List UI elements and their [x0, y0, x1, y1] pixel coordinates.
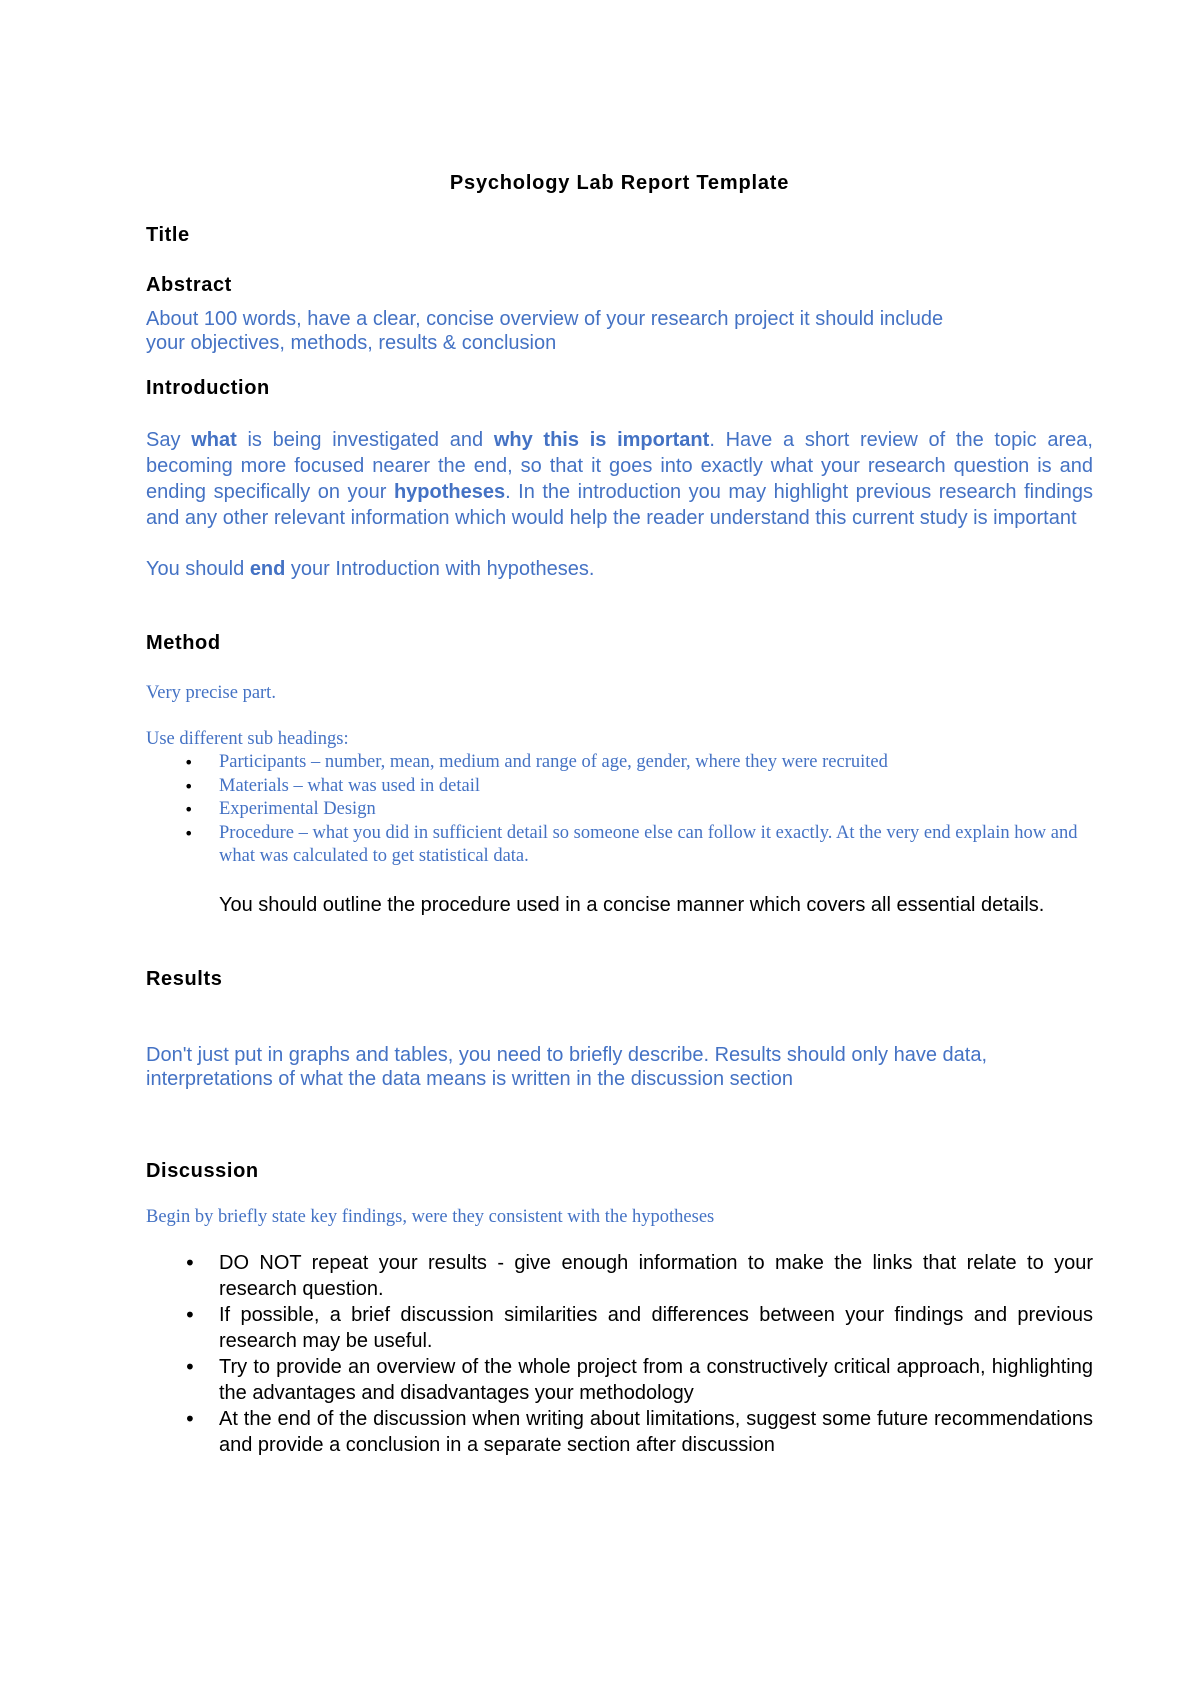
procedure-note: You should outline the procedure used in a concise manner which covers all essential details. — [219, 893, 1045, 916]
results-text — [146, 1042, 1093, 1090]
bullet-icon: • — [184, 753, 194, 772]
discussion-list — [146, 1250, 1093, 1458]
title-heading: Title — [146, 224, 190, 246]
list-item — [146, 751, 1093, 775]
discussion-item-overview: Try to provide an overview of the whole project from a constructively critical approach, highlighting the advantages and disadvantages your methodology — [219, 1356, 1093, 1404]
abstract-line-2: your objectives, methods, results & conclusion — [146, 332, 557, 354]
list-item — [146, 775, 1093, 799]
method-item-materials: Materials – what was used in detail — [219, 775, 480, 796]
intro-bold-what: what — [191, 429, 237, 451]
abstract-text — [146, 306, 1093, 354]
document-title: Psychology Lab Report Template — [449, 172, 790, 194]
document-page — [146, 170, 1093, 1458]
method-subheadings-intro: Use different sub headings: — [146, 728, 349, 749]
introduction-paragraph — [146, 427, 1093, 531]
list-item — [146, 1354, 1093, 1406]
intro-text-2: is being investigated and — [236, 429, 494, 451]
introduction-heading: Introduction — [146, 377, 270, 399]
method-item-design: Experimental Design — [219, 799, 376, 819]
intro-bold-hypotheses: hypotheses — [393, 481, 506, 503]
bullet-icon: • — [184, 800, 194, 819]
bullet-icon: • — [184, 1303, 196, 1327]
method-heading: Method — [146, 632, 221, 654]
intro-bold-why: why this is important — [493, 429, 710, 451]
method-subheadings-list — [146, 751, 1093, 869]
bullet-icon: • — [184, 823, 194, 843]
intro-end-text-1: You should — [146, 558, 250, 580]
intro-text-1: Say — [146, 429, 192, 451]
results-line-1: Don't just put in graphs and tables, you need to briefly describe. Results should only have data, — [146, 1043, 987, 1066]
discussion-item-repeat: DO NOT repeat your results - give enough information to make the links that relate to your research question. — [219, 1252, 1093, 1300]
list-item — [146, 822, 1093, 869]
list-item — [146, 1302, 1093, 1354]
results-line-2: interpretations of what the data means is written in the discussion section — [146, 1067, 794, 1090]
introduction-end-note — [146, 556, 1093, 582]
list-item — [146, 1250, 1093, 1302]
bullet-icon: • — [184, 1355, 196, 1379]
intro-text-3: . Have a short review of the topic area, becoming more focused nearer the end, so that it goes into exactly what your research question is and ending specifically on your — [146, 429, 1093, 503]
method-precise-note: Very precise part. — [146, 683, 276, 703]
bullet-icon: • — [184, 1407, 196, 1431]
method-item-procedure: Procedure – what you did in sufficient detail so someone else can follow it exactly. At the very end explain how and what was calculated to get statistical data. — [219, 822, 1078, 866]
abstract-heading: Abstract — [146, 274, 232, 296]
discussion-heading: Discussion — [146, 1159, 259, 1182]
discussion-item-similarities: If possible, a brief discussion similarities and differences between your findings and previous research may be useful. — [219, 1304, 1093, 1352]
discussion-item-limitations: At the end of the discussion when writing about limitations, suggest some future recommendations and provide a conclusion in a separate section after discussion — [219, 1408, 1093, 1456]
discussion-intro: Begin by briefly state key findings, were they consistent with the hypotheses — [146, 1206, 715, 1227]
intro-end-text-2: your Introduction with hypotheses. — [285, 558, 595, 580]
method-item-participants: Participants – number, mean, medium and range of age, gender, where they were recruited — [219, 752, 888, 772]
intro-bold-end: end — [249, 558, 286, 580]
list-item — [146, 798, 1093, 822]
results-heading: Results — [146, 967, 223, 990]
list-item — [146, 1406, 1093, 1458]
bullet-icon: • — [184, 776, 194, 796]
abstract-line-1: About 100 words, have a clear, concise overview of your research project it should include — [146, 308, 944, 330]
intro-text-4: . In the introduction you may highlight previous research findings and any other relevant information which would help the reader understand this current study is important — [146, 481, 1093, 529]
bullet-icon: • — [184, 1251, 196, 1275]
